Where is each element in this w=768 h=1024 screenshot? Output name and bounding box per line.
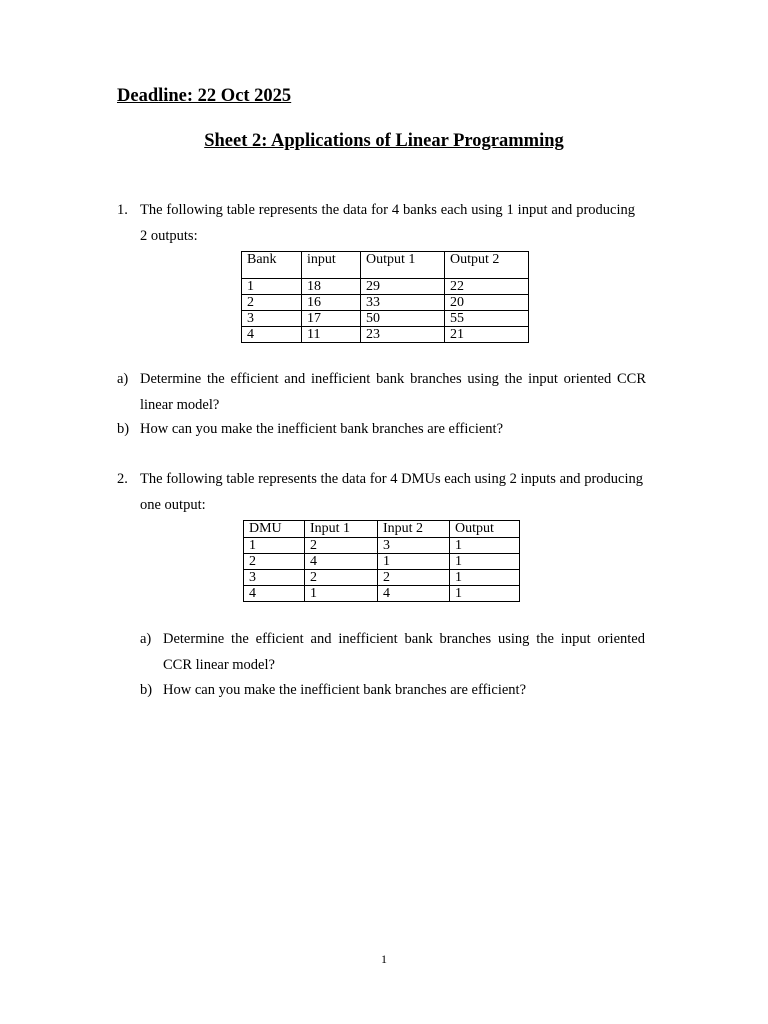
table-cell: 3 <box>244 570 305 586</box>
question-2-part-a-text: Determine the efficient and inefficient bank branches using the input oriented CCR linear model? <box>163 631 645 673</box>
table-cell: 2 <box>242 295 302 311</box>
table-cell: 1 <box>378 554 450 570</box>
table-header-cell: Output <box>450 521 520 538</box>
sheet-title: Sheet 2: Applications of Linear Programming <box>204 131 564 151</box>
question-1-part-a-marker: a) <box>117 371 129 387</box>
table-cell: 33 <box>361 295 445 311</box>
table-header-cell: Input 2 <box>378 521 450 538</box>
table-cell: 11 <box>302 327 361 343</box>
table-header-cell: input <box>302 252 361 279</box>
page-number: 1 <box>381 952 387 966</box>
question-2-part-b-text: How can you make the inefficient bank branches are efficient? <box>163 682 527 698</box>
table-row <box>244 538 520 554</box>
table-header-cell: Input 1 <box>305 521 378 538</box>
dmu-data-table <box>243 520 520 602</box>
table-header-cell: Output 1 <box>361 252 445 279</box>
table-cell: 2 <box>378 570 450 586</box>
table-cell: 4 <box>378 586 450 602</box>
table-cell: 4 <box>242 327 302 343</box>
question-1-part-b-marker: b) <box>117 421 130 437</box>
table-row <box>242 327 529 343</box>
table-cell: 1 <box>450 538 520 554</box>
question-1-number: 1. <box>117 202 128 218</box>
deadline-heading: Deadline: 22 Oct 2025 <box>117 86 292 106</box>
table-row <box>244 554 520 570</box>
table-row <box>242 295 529 311</box>
table-cell: 50 <box>361 311 445 327</box>
table-cell: 55 <box>445 311 529 327</box>
table-cell: 1 <box>450 570 520 586</box>
table-row <box>242 311 529 327</box>
table-header-row <box>242 252 529 279</box>
table-row <box>244 570 520 586</box>
table-header-row <box>244 521 520 538</box>
table-cell: 3 <box>378 538 450 554</box>
table-cell: 22 <box>445 279 529 295</box>
question-1-part-a-text: Determine the efficient and inefficient bank branches using the input oriented CCR linear model? <box>140 371 646 413</box>
question-2-text: The following table represents the data for 4 DMUs each using 2 inputs and producing one output: <box>140 471 643 513</box>
table-header-cell: Bank <box>242 252 302 279</box>
table-header-cell: DMU <box>244 521 305 538</box>
table-cell: 29 <box>361 279 445 295</box>
table-cell: 2 <box>305 570 378 586</box>
table-cell: 16 <box>302 295 361 311</box>
table-cell: 4 <box>244 586 305 602</box>
question-1-part-b-text: How can you make the inefficient bank branches are efficient? <box>140 421 504 437</box>
table-cell: 20 <box>445 295 529 311</box>
table-cell: 1 <box>242 279 302 295</box>
table-cell: 1 <box>244 538 305 554</box>
table-header-cell: Output 2 <box>445 252 529 279</box>
table-cell: 21 <box>445 327 529 343</box>
table-row <box>242 279 529 295</box>
question-2-part-a-marker: a) <box>140 631 152 647</box>
question-1-text: The following table represents the data for 4 banks each using 1 input and producing 2 outputs: <box>140 202 635 244</box>
table-row <box>244 586 520 602</box>
table-cell: 1 <box>450 554 520 570</box>
table-cell: 17 <box>302 311 361 327</box>
table-cell: 4 <box>305 554 378 570</box>
question-2-part-b-marker: b) <box>140 682 153 698</box>
bank-data-table <box>241 251 529 343</box>
table-cell: 23 <box>361 327 445 343</box>
table-cell: 3 <box>242 311 302 327</box>
table-cell: 1 <box>450 586 520 602</box>
question-2-number: 2. <box>117 471 128 487</box>
table-cell: 2 <box>305 538 378 554</box>
table-cell: 2 <box>244 554 305 570</box>
table-cell: 1 <box>305 586 378 602</box>
table-cell: 18 <box>302 279 361 295</box>
